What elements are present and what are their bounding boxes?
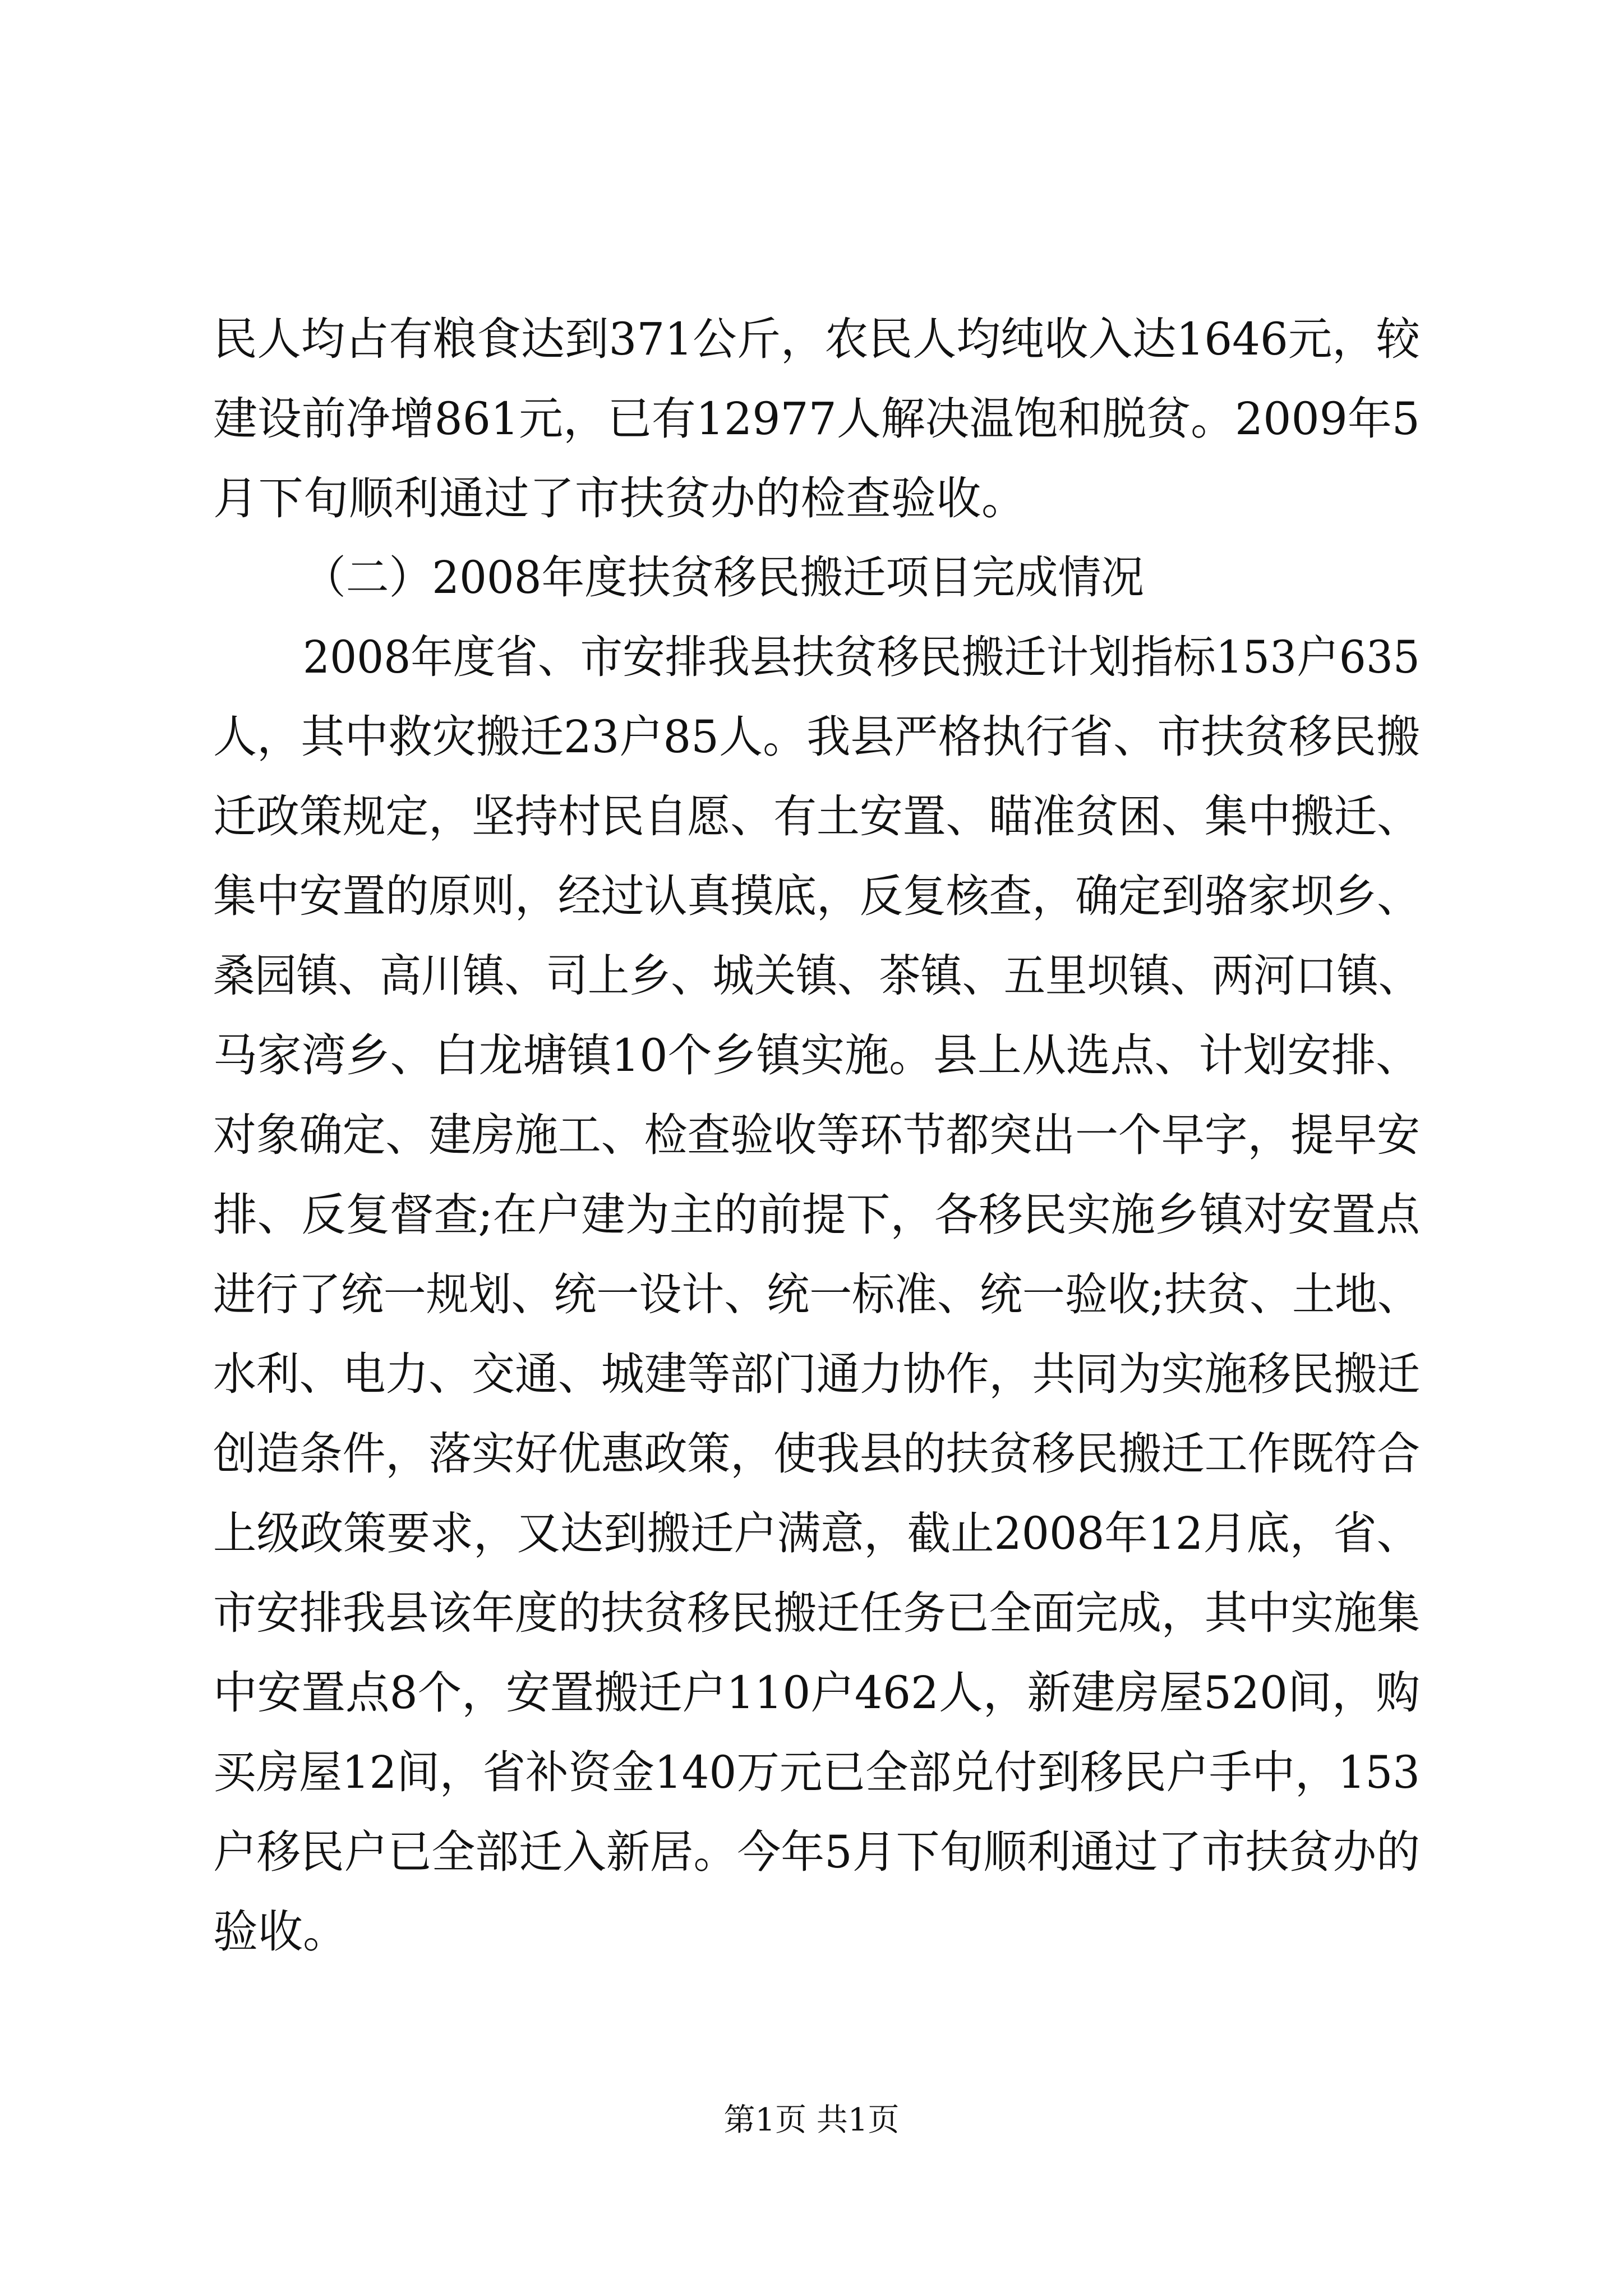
text-line-2: 建设前净增861元，已有12977人解决温饱和脱贫。2009年5 <box>213 393 1420 445</box>
page-footer: 第1页 共1页 <box>723 2102 900 2138</box>
text-line-8: 集中安置的原则，经过认真摸底，反复核查，确定到骆家坝乡、 <box>213 870 1420 922</box>
text-line-16: 上级政策要求，又达到搬迁户满意，截止2008年12月底，省、 <box>213 1507 1420 1559</box>
text-line-3: 月下旬顺利通过了市扶贫办的检查验收。 <box>213 472 1027 524</box>
text-line-19: 买房屋12间，省补资金140万元已全部兑付到移民户手中，153 <box>213 1746 1420 1798</box>
text-line-1: 民人均占有粮食达到371公斤，农民人均纯收入达1646元，较 <box>213 313 1420 365</box>
text-line-10: 马家湾乡、白龙塘镇10个乡镇实施。县上从选点、计划安排、 <box>213 1029 1420 1082</box>
text-line-17: 市安排我县该年度的扶贫移民搬迁任务已全面完成，其中实施集 <box>213 1587 1420 1639</box>
text-line-21: 验收。 <box>213 1906 348 1958</box>
text-line-6: 人，其中救灾搬迁23户85人。我县严格执行省、市扶贫移民搬 <box>213 711 1420 763</box>
text-line-7: 迁政策规定，坚持村民自愿、有土安置、瞄准贫困、集中搬迁、 <box>213 790 1420 843</box>
text-line-18: 中安置点8个，安置搬迁户110户462人，新建房屋520间，购 <box>213 1667 1420 1719</box>
text-line-15: 创造条件，落实好优惠政策，使我县的扶贫移民搬迁工作既符合 <box>213 1428 1420 1480</box>
text-line-20: 户移民户已全部迁入新居。今年5月下旬顺利通过了市扶贫办的 <box>213 1826 1420 1878</box>
text-line-13: 进行了统一规划、统一设计、统一标准、统一验收;扶贫、土地、 <box>213 1268 1420 1320</box>
section-heading: （二）2008年度扶贫移民搬迁项目完成情况 <box>303 551 1144 604</box>
text-line-9: 桑园镇、高川镇、司上乡、城关镇、茶镇、五里坝镇、两河口镇、 <box>213 950 1420 1002</box>
text-line-12: 排、反复督查;在户建为主的前提下，各移民实施乡镇对安置点 <box>213 1189 1420 1241</box>
text-line-14: 水利、电力、交通、城建等部门通力协作，共同为实施移民搬迁 <box>213 1348 1420 1400</box>
text-line-5: 2008年度省、市安排我县扶贫移民搬迁计划指标153户635 <box>303 631 1420 683</box>
text-line-11: 对象确定、建房施工、检查验收等环节都突出一个早字，提早安 <box>213 1109 1420 1161</box>
